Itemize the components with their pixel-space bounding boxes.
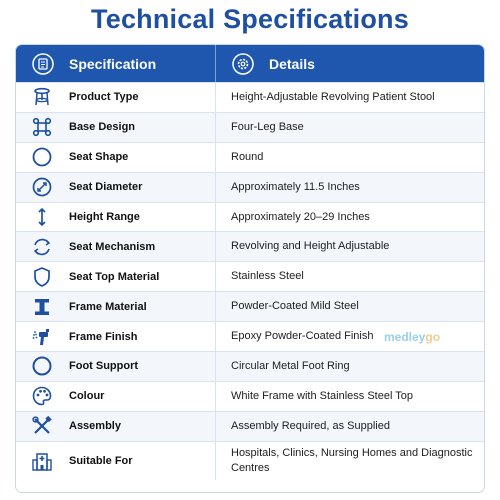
- table-row: [16, 231, 484, 261]
- spec-label: Seat Diameter: [69, 181, 143, 194]
- diameter-icon: [31, 176, 53, 198]
- header-specification-label: Specification: [69, 55, 157, 72]
- ring-icon: [31, 355, 53, 377]
- spray-gun-icon: [31, 326, 53, 348]
- tools-icon: [31, 415, 53, 437]
- spec-label: Foot Support: [69, 360, 139, 373]
- i-beam-icon: [31, 296, 53, 318]
- spec-table: [15, 44, 485, 493]
- page-title: Technical Specifications: [91, 4, 409, 34]
- spec-value: Powder-Coated Mild Steel: [231, 300, 359, 313]
- watermark-part1: medley: [384, 330, 426, 344]
- table-row: [16, 172, 484, 202]
- spec-label: Height Range: [69, 211, 140, 223]
- spec-label: Product Type: [69, 91, 139, 104]
- table-row: [16, 261, 484, 291]
- spec-value: Hospitals, Clinics, Nursing Homes and Diagnostic Centres: [231, 446, 473, 474]
- header-details: [216, 45, 484, 82]
- vertical-arrows-icon: [31, 206, 53, 228]
- table-row: [16, 291, 484, 321]
- spec-value: White Frame with Stainless Steel Top: [231, 389, 413, 402]
- table-row: [16, 202, 484, 232]
- spec-value: Approximately 11.5 Inches: [231, 180, 360, 193]
- table-row: [16, 381, 484, 411]
- gear-icon: [232, 53, 254, 75]
- spec-value: Four-Leg Base: [231, 120, 304, 133]
- spec-label: Suitable For: [69, 454, 133, 467]
- table-row: [16, 441, 484, 480]
- spec-label: Assembly: [69, 420, 121, 433]
- watermark-part2: go: [425, 330, 441, 344]
- table-row: [16, 82, 484, 112]
- table-body: [16, 82, 484, 480]
- circle-icon: [31, 146, 53, 168]
- spec-value: Height-Adjustable Revolving Patient Stool: [231, 91, 435, 104]
- rotate-icon: [31, 236, 53, 258]
- spec-label: Colour: [69, 390, 105, 403]
- spec-value: Assembly Required, as Supplied: [231, 419, 390, 432]
- shield-icon: [31, 266, 53, 288]
- spec-value: Circular Metal Foot Ring: [231, 360, 350, 373]
- spec-label: Seat Mechanism: [69, 240, 156, 253]
- spec-value: Round: [231, 150, 264, 163]
- four-leg-base-icon: [31, 116, 53, 138]
- header-specification: [16, 45, 216, 82]
- spec-value: Revolving and Height Adjustable: [231, 240, 390, 253]
- header-details-label: Details: [269, 55, 315, 72]
- clipboard-icon: [32, 53, 54, 75]
- table-row: [16, 112, 484, 142]
- table-header: [16, 45, 484, 82]
- stool-icon: [31, 86, 53, 108]
- spec-label: Base Design: [69, 121, 136, 134]
- spec-value: Stainless Steel: [231, 270, 304, 283]
- table-row: [16, 351, 484, 381]
- spec-value: Epoxy Powder-Coated Finish: [231, 330, 374, 343]
- hospital-icon: [31, 450, 53, 472]
- spec-label: Frame Finish: [69, 330, 138, 343]
- palette-icon: [31, 385, 53, 407]
- spec-label: Seat Top Material: [69, 270, 160, 283]
- table-row: [16, 411, 484, 441]
- watermark-logo: [384, 330, 440, 344]
- spec-label: Frame Material: [69, 300, 147, 313]
- spec-value: Approximately 20–29 Inches: [231, 210, 370, 223]
- table-row: [16, 142, 484, 172]
- spec-label: Seat Shape: [69, 151, 129, 164]
